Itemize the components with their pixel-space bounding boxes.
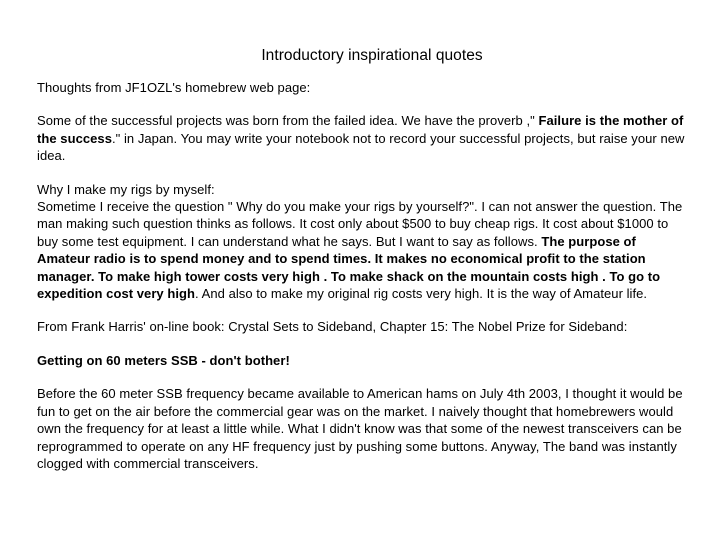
section-heading: Why I make my rigs by myself:: [37, 181, 215, 197]
document-page: [37, 46, 687, 488]
paragraph-why-homebrew: [37, 181, 687, 303]
paragraph-text: Sometime I receive the question " Why do you make your rigs by yourself?". I can not answer the question. The man making such question thinks as follows. It cost only about $500 to buy cheap rigs. It cost about $1000 to buy some test equipment. I can understand what he says. But I want to say as follows.: [37, 199, 683, 249]
subheading-text: Getting on 60 meters SSB - don't bother!: [37, 352, 290, 368]
paragraph-failure-proverb: [37, 112, 687, 164]
page-title: Introductory inspirational quotes: [261, 47, 483, 64]
paragraph-60-meters: Before the 60 meter SSB frequency became available to American hams on July 4th 2003, I thought it would be fun to get on the air before the commercial gear was on the market. I naively thought that homebrewers would own the frequency for at least a little while. What I didn't know was that some of the newest transceivers can be reprogrammed to operate on any HF frequency just by pushing some buttons. Anyway, The band was instantly clogged with commercial transceivers.: [37, 386, 683, 471]
intro-line: Thoughts from JF1OZL's homebrew web page:: [37, 80, 311, 95]
paragraph-text: Some of the successful projects was born from the failed idea. We have the proverb ,": [37, 113, 539, 129]
source-citation: From Frank Harris' on-line book: Crystal Sets to Sideband, Chapter 15: The Nobel Prize for Sideband:: [37, 319, 628, 335]
paragraph-text: ." in Japan. You may write your notebook not to record your successful projects, but raise your new idea.: [37, 130, 685, 164]
bold-statement: The purpose of Amateur radio is to spend money and to spend times. It makes no economical profit to the station manager. To make high tower costs very high . To make shack on the mountain costs high . To go to expedition cost very high: [37, 233, 661, 302]
subheading: [37, 352, 687, 369]
paragraph-text: . And also to make my original rig costs very high. It is the way of Amateur life.: [195, 286, 648, 302]
bold-proverb: Failure is the mother of the success: [37, 113, 684, 146]
